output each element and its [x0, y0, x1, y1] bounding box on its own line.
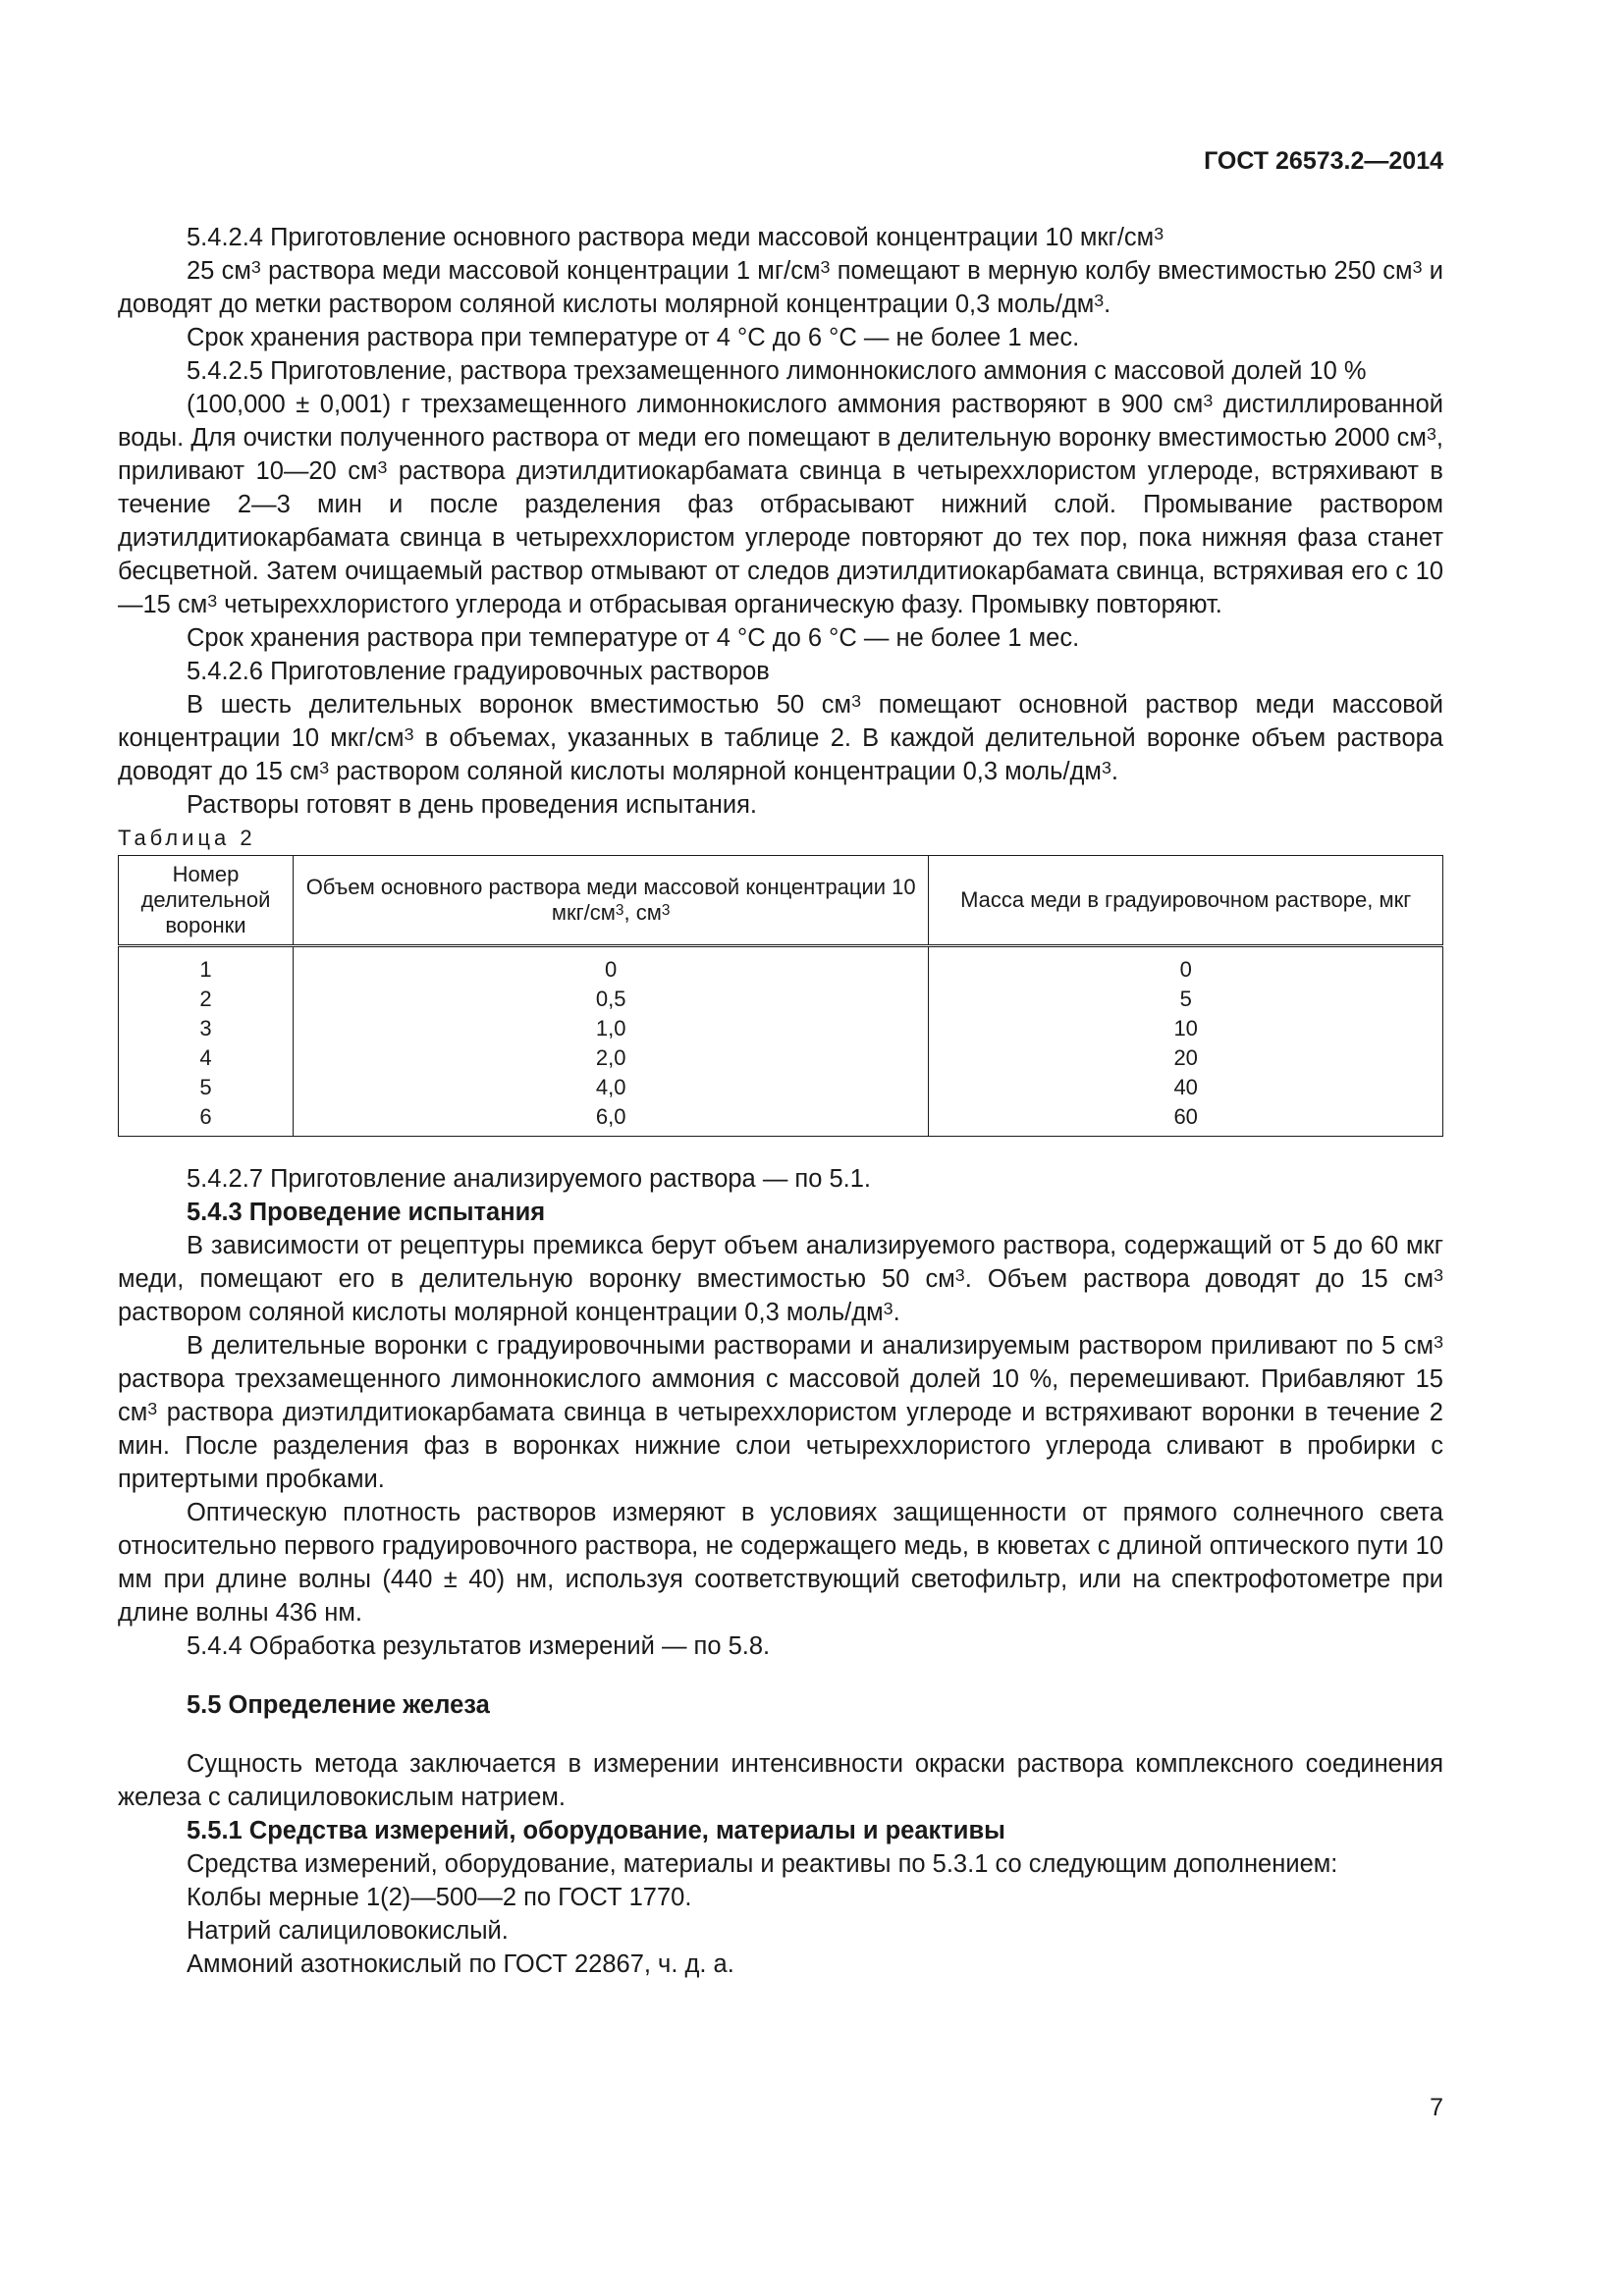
cell-stock-volume: 0,5	[293, 985, 928, 1014]
cell-funnel-number: 2	[119, 985, 294, 1014]
paragraph-flasks: Колбы мерные 1(2)—500—2 по ГОСТ 1770.	[187, 1884, 692, 1911]
paragraph-test-procedure	[118, 1229, 1443, 1329]
superscript-cubed: 3	[404, 723, 414, 744]
text-fragment: .	[1104, 291, 1111, 318]
paragraph-storage-2: Срок хранения раствора при температуре от 4 °С до 6 °С — не более 1 мес.	[187, 624, 1080, 652]
superscript-cubed: 3	[661, 901, 671, 919]
superscript-cubed: 3	[377, 456, 388, 477]
superscript-cubed: 3	[207, 590, 218, 611]
superscript-cubed: 3	[1101, 757, 1111, 777]
paragraph-equipment: Средства измерений, оборудование, материалы и реактивы по 5.3.1 со следующим дополнением:	[187, 1850, 1338, 1878]
superscript-cubed: 3	[1412, 256, 1423, 277]
paragraph-5-4-2-5: 5.4.2.5 Приготовление, раствора трехзамещенного лимоннокислого аммония с массовой долей 10 %	[187, 357, 1367, 385]
text-fragment: В делительные воронки с градуировочными растворами и анализируемым раствором приливают по 5 см	[187, 1332, 1435, 1360]
paragraph-citrate-prep	[118, 388, 1443, 621]
text-fragment: дистиллированной воды. Для очистки полученного раствора от меди его помещают в делительную воронку вместимостью 2000 см	[118, 391, 1444, 452]
text-fragment: четыреххлористого углерода и отбрасывая органическую фазу. Промывку повторяют.	[217, 591, 1222, 618]
paragraph-sodium-salicylate: Натрий салициловокислый.	[187, 1917, 509, 1945]
table-row	[119, 946, 1443, 986]
section-heading-5-5-1: 5.5.1 Средства измерений, оборудование, материалы и реактивы	[187, 1817, 1005, 1844]
cell-copper-mass: 0	[929, 946, 1443, 986]
table-row	[119, 985, 1443, 1014]
paragraph-5-4-2-6: 5.4.2.6 Приготовление градуировочных растворов	[187, 658, 770, 685]
cell-stock-volume: 1,0	[293, 1014, 928, 1043]
text-fragment: раствора трехзамещенного лимоннокислого аммония с массовой долей 10 %, перемешивают. Прибавляют 15 см	[118, 1365, 1443, 1426]
text-fragment: .	[893, 1299, 900, 1326]
superscript-cubed: 3	[820, 256, 831, 277]
paragraph-5-4-2-7: 5.4.2.7 Приготовление анализируемого раствора — по 5.1.	[187, 1165, 872, 1193]
text-fragment: раствора меди массовой концентрации 1 мг/см	[260, 257, 821, 285]
paragraph-storage-1: Срок хранения раствора при температуре от 4 °С до 6 °С — не более 1 мес.	[187, 324, 1080, 351]
text-fragment: помещают в мерную колбу вместимостью 250 см	[830, 257, 1413, 285]
text-fragment: раствором соляной кислоты молярной концентрации 0,3 моль/дм	[118, 1299, 884, 1326]
calibration-table	[118, 855, 1443, 1137]
superscript-cubed: 3	[1434, 1264, 1444, 1285]
cell-copper-mass: 40	[929, 1073, 1443, 1102]
text-fragment: , приливают 10—20 см	[118, 424, 1443, 485]
text-fragment: В зависимости от рецептуры премикса берут объем анализируемого раствора, содержащий от 5 до 60 мкг меди, помещают его в делительную воронку вместимостью 50 см	[118, 1232, 1443, 1293]
superscript-cubed: 3	[954, 1264, 965, 1285]
table-row	[119, 1043, 1443, 1073]
table-row	[119, 1073, 1443, 1102]
paragraph-reagent-addition	[118, 1329, 1443, 1496]
cell-funnel-number: 6	[119, 1102, 294, 1137]
cell-funnel-number: 1	[119, 946, 294, 986]
text-fragment: раствора диэтилдитиокарбамата свинца в четыреххлористом углероде, встряхивают в течение 2—3 мин и после разделения фаз отбрасывают нижний слой. Промывание раствором диэтилдитиокарбамата свинца в четыреххлористом углероде повторяют до тех пор, пока нижняя фаза станет бесцветной. Затем очищаемый раствор отмывают от следов диэтилдитиокарбамата свинца, встряхивая его с 10—15 см	[118, 457, 1443, 618]
paragraph-same-day: Растворы готовят в день проведения испытания.	[187, 791, 757, 819]
text-fragment: в объемах, указанных в таблице 2. В каждой делительной воронке объем раствора доводят до 15 см	[118, 724, 1443, 785]
table-header-row	[119, 856, 1443, 946]
cell-copper-mass: 5	[929, 985, 1443, 1014]
superscript-cubed: 3	[1434, 1331, 1443, 1352]
cell-copper-mass: 10	[929, 1014, 1443, 1043]
page-number: 7	[1430, 2094, 1443, 2121]
paragraph-5-4-4: 5.4.4 Обработка результатов измерений — по 5.8.	[187, 1632, 771, 1660]
paragraph-copper-stock-prep	[118, 254, 1443, 321]
cell-funnel-number: 3	[119, 1014, 294, 1043]
header-copper-mass: Масса меди в градуировочном растворе, мкг	[929, 856, 1443, 946]
body-text	[118, 221, 1443, 1981]
paragraph-optical-density: Оптическую плотность растворов измеряют в условиях защищенности от прямого солнечного света относительно первого градуировочного раствора, не содержащего медь, в кюветах с длиной оптического пути 10 мм при длине волны (440 ± 40) нм, используя соответствующий светофильтр, или на спектрофотометре при длине волны 436 нм.	[118, 1499, 1443, 1627]
header-funnel-number: Номер делительной воронки	[119, 856, 294, 946]
table-row	[119, 1014, 1443, 1043]
document-id-header: ГОСТ 26573.2—2014	[1204, 147, 1443, 175]
table-row	[119, 1102, 1443, 1137]
text-fragment: раствором соляной кислоты молярной концентрации 0,3 моль/дм	[329, 758, 1102, 785]
cell-copper-mass: 60	[929, 1102, 1443, 1137]
text-fragment: 25 см	[187, 257, 251, 285]
superscript-cubed: 3	[147, 1398, 158, 1418]
text-fragment: и доводят до метки раствором соляной кислоты молярной концентрации 0,3 моль/дм	[118, 257, 1444, 318]
cell-stock-volume: 4,0	[293, 1073, 928, 1102]
text-fragment: помещают основной раствор меди массовой концентрации 10 мкг/см	[118, 691, 1443, 752]
superscript-cubed: 3	[851, 690, 862, 711]
text-fragment: (100,000 ± 0,001) г трехзамещенного лимоннокислого аммония растворяют в 900 см	[187, 391, 1204, 418]
section-heading-5-4-3: 5.4.3 Проведение испытания	[187, 1199, 546, 1226]
text-fragment: Объем основного раствора меди массовой концентрации 10 мкг/см	[305, 875, 916, 925]
cell-stock-volume: 6,0	[293, 1102, 928, 1137]
superscript-cubed: 3	[615, 901, 624, 919]
cell-stock-volume: 0	[293, 946, 928, 986]
section-heading-5-5: 5.5 Определение железа	[187, 1691, 490, 1719]
superscript-cubed: 3	[883, 1298, 893, 1318]
cell-copper-mass: 20	[929, 1043, 1443, 1073]
cell-stock-volume: 2,0	[293, 1043, 928, 1073]
superscript-cubed: 3	[250, 256, 261, 277]
table-caption: Таблица 2	[118, 826, 256, 850]
paragraph-ammonium-nitrate: Аммоний азотнокислый по ГОСТ 22867, ч. д. а.	[187, 1950, 734, 1978]
text-fragment: В шесть делительных воронок вместимостью 50 см	[187, 691, 852, 719]
cell-funnel-number: 5	[119, 1073, 294, 1102]
superscript-cubed: 3	[1426, 423, 1436, 444]
text-fragment: .	[1110, 758, 1118, 785]
paragraph-method-essence: Сущность метода заключается в измерении интенсивности окраски раствора комплексного соединения железа с салициловокислым натрием.	[118, 1750, 1443, 1811]
paragraph-calibration-prep	[118, 688, 1443, 788]
text-fragment: . Объем раствора доводят до 15 см	[964, 1265, 1435, 1293]
cell-funnel-number: 4	[119, 1043, 294, 1073]
superscript-cubed: 3	[1154, 223, 1164, 243]
superscript-cubed: 3	[1203, 390, 1214, 410]
header-stock-volume	[293, 856, 928, 946]
paragraph-5-4-2-4	[118, 221, 1443, 254]
text-fragment: 5.4.2.4 Приготовление основного раствора меди массовой концентрации 10 мкг/см	[187, 224, 1155, 251]
text-fragment: раствора диэтилдитиокарбамата свинца в четыреххлористом углероде и встряхивают воронки в течение 2 мин. После разделения фаз в воронках нижние слои четыреххлористого углерода сливают в пробирки с притертыми пробками.	[118, 1399, 1443, 1493]
superscript-cubed: 3	[1094, 290, 1105, 310]
text-fragment: , см	[623, 900, 662, 925]
superscript-cubed: 3	[319, 757, 330, 777]
